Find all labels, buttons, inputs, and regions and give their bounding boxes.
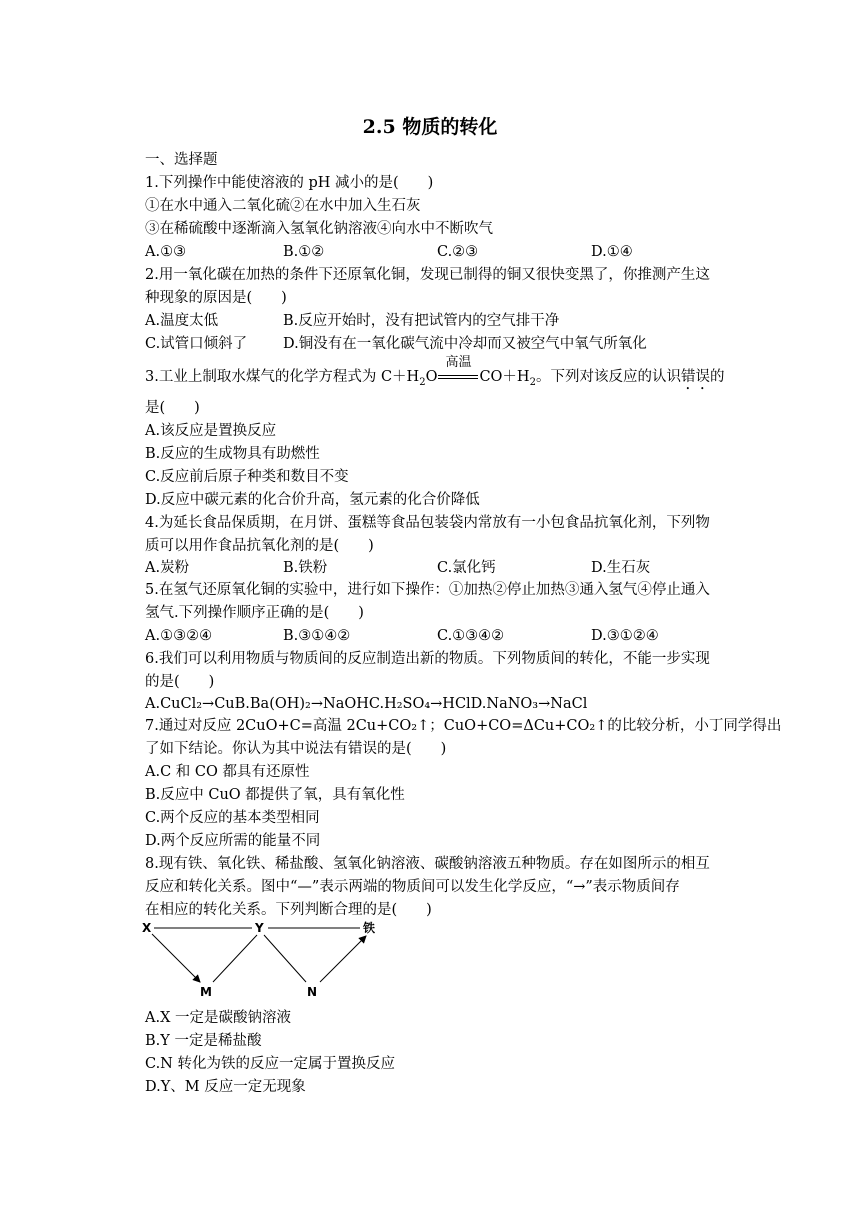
q5-option-c[interactable]: C.①③④② (437, 628, 505, 644)
q3-stem-line1: 3.工业上制取水煤气的化学方程式为 $C+H_2O$ 高温 $CO+H_2$。下列对该反应的认识错误的 (145, 355, 725, 388)
q5-option-d[interactable]: D.③①②④ (591, 628, 659, 644)
q2-stem-line1: 2.用一氧化碳在加热的条件下还原氧化铜，发现已制得的铜又很快变黑了，你推测产生这 (145, 267, 710, 283)
q3-emphasis: 错误 (680, 369, 710, 385)
q3-stem-post3: 的 (709, 369, 725, 385)
q3-option-d[interactable]: D.反应中碳元素的化合价升高，氢元素的化合价降低 (145, 492, 480, 508)
arrow-x-m (152, 934, 200, 982)
q4-stem-line2: 质可以用作食品抗氧化剂的是( ) (145, 538, 374, 554)
q5-stem-line2: 氢气.下列操作顺序正确的是( ) (145, 605, 364, 621)
q6-stem-line2: 的是( ) (145, 674, 215, 690)
page-title: 2.5 物质的转化 (362, 116, 498, 138)
node-x: X (142, 921, 152, 935)
q3-option-a[interactable]: A.该反应是置换反应 (145, 423, 277, 439)
q2-option-c[interactable]: C.试管口倾斜了 (145, 336, 248, 352)
q1-line1: ①在水中通入二氧化硫②在水中加入生石灰 (145, 198, 421, 214)
q6-options[interactable]: A.CuCl₂→CuB.Ba(OH)₂→NaOHC.H₂SO₄→HClD.NaNO₃→NaCl (145, 696, 588, 712)
node-y: Y (255, 921, 264, 935)
q3-stem-post2: 。下列对该反应的认识 (535, 369, 681, 385)
relation-diagram (140, 918, 390, 1000)
q7-option-b[interactable]: B.反应中 CuO 都提供了氧，具有氧化性 (145, 787, 405, 803)
q1-line2: ③在稀硫酸中逐渐滴入氢氧化钠溶液④向水中不断吹气 (145, 221, 493, 237)
q1-stem: 1.下列操作中能使溶液的 pH 减小的是( ) (145, 175, 434, 191)
q7-stem-line2: 了如下结论。你认为其中说法有错误的是( ) (145, 741, 447, 757)
q8-option-b[interactable]: B.Y 一定是稀盐酸 (145, 1033, 262, 1049)
q3-stem-line2: 是( ) (145, 400, 200, 416)
q5-stem-line1: 5.在氢气还原氧化铜的实验中，进行如下操作：①加热②停止加热③通入氢气④停止通入 (145, 582, 710, 598)
node-fe: 铁 (363, 921, 376, 935)
q5-option-a[interactable]: A.①③②④ (145, 628, 213, 644)
q4-option-c[interactable]: C.氯化钙 (437, 560, 496, 576)
q3-stem-post: CO＋H (479, 369, 530, 385)
reaction-condition (437, 355, 479, 387)
node-m: M (200, 985, 212, 999)
q7-option-a[interactable]: A.C 和 CO 都具有还原性 (145, 764, 310, 780)
q6-stem-line1: 6.我们可以利用物质与物质间的反应制造出新的物质。下列物质间的转化，不能一步实现 (145, 651, 710, 667)
q2-option-b[interactable]: B.反应开始时，没有把试管内的空气排干净 (283, 313, 560, 329)
q4-option-a[interactable]: A.炭粉 (145, 560, 190, 576)
node-n: N (307, 985, 318, 999)
q1-option-c[interactable]: C.②③ (437, 244, 479, 260)
q4-option-d[interactable]: D.生石灰 (591, 560, 651, 576)
equals-sign (438, 375, 478, 379)
section-heading: 一、选择题 (145, 152, 218, 168)
reaction-condition-label: 高温 (445, 355, 472, 370)
q4-option-b[interactable]: B.铁粉 (283, 560, 328, 576)
q1-option-b[interactable]: B.①② (283, 244, 325, 260)
q3-stem-pre: 3.工业上制取水煤气的化学方程式为 C＋H (145, 369, 420, 385)
q2-option-d[interactable]: D.铜没有在一氧化碳气流中冷却而又被空气中氧气所氧化 (283, 336, 647, 352)
q8-stem-line2: 反应和转化关系。图中“—”表示两端的物质间可以发生化学反应，“→”表示物质间存 (145, 879, 680, 895)
q1-option-a[interactable]: A.①③ (145, 244, 187, 260)
q2-stem-line2: 种现象的原因是( ) (145, 290, 287, 306)
q5-option-b[interactable]: B.③①④② (283, 628, 351, 644)
q4-stem-line1: 4.为延长食品保质期，在月饼、蛋糕等食品包装袋内常放有一小包食品抗氧化剂，下列物 (145, 515, 710, 531)
q2-option-a[interactable]: A.温度太低 (145, 313, 219, 329)
line-y-n (264, 935, 306, 982)
line-y-m (213, 935, 257, 982)
q8-stem-line3: 在相应的转化关系。下列判断合理的是( ) (145, 902, 432, 918)
q7-stem-line1: 7.通过对反应 2CuO+C=高温 2Cu+CO₂↑；CuO+CO=ΔCu+CO₂↑的比较分析，小丁同学得出 (145, 718, 782, 734)
q8-option-a[interactable]: A.X 一定是碳酸钠溶液 (145, 1010, 292, 1026)
q8-option-d[interactable]: D.Y、M 反应一定无现象 (145, 1079, 306, 1095)
q3-option-b[interactable]: B.反应的生成物具有助燃性 (145, 446, 320, 462)
q8-option-c[interactable]: C.N 转化为铁的反应一定属于置换反应 (145, 1056, 395, 1072)
q7-option-c[interactable]: C.两个反应的基本类型相同 (145, 810, 320, 826)
q3-option-c[interactable]: C.反应前后原子种类和数目不变 (145, 469, 349, 485)
q7-option-d[interactable]: D.两个反应所需的能量不同 (145, 833, 321, 849)
q8-stem-line1: 8.现有铁、氧化铁、稀盐酸、氢氧化钠溶液、碳酸钠溶液五种物质。存在如图所示的相互 (145, 856, 710, 872)
q3-h2o-o: O (425, 369, 438, 385)
q1-option-d[interactable]: D.①④ (591, 244, 633, 260)
arrow-n-fe (320, 936, 366, 982)
